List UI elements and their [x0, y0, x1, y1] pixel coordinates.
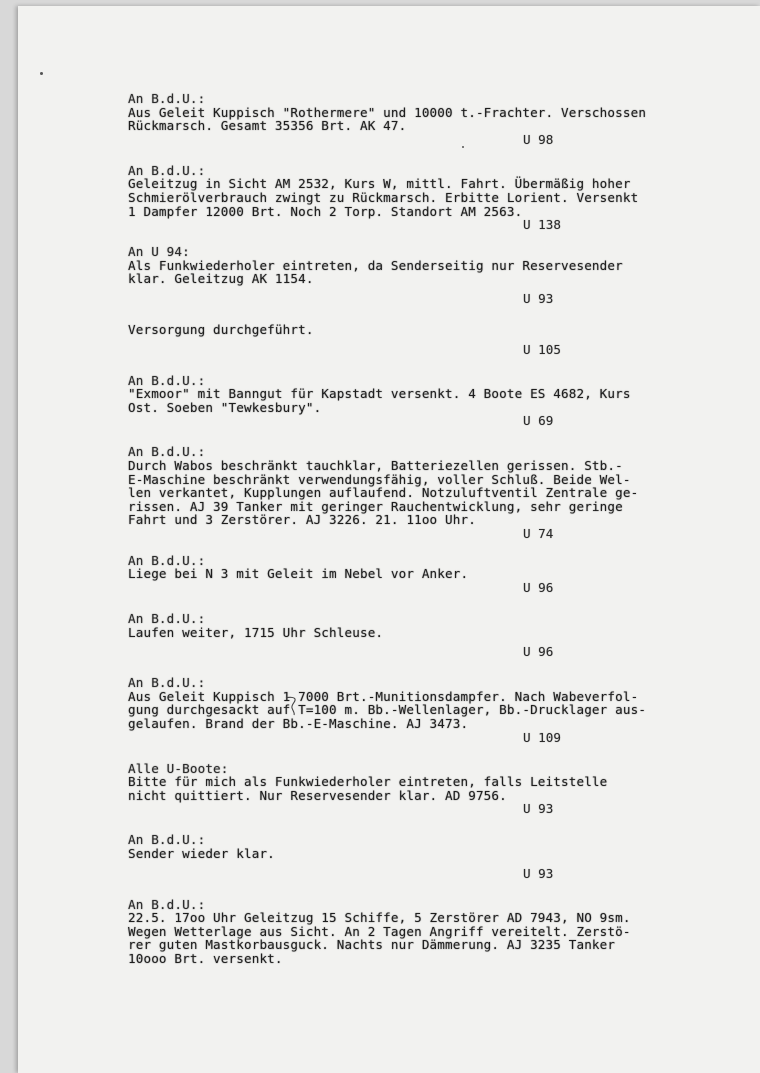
message-signature: U 96 — [523, 644, 554, 660]
message-entry — [128, 445, 753, 541]
message-line: klar. Geleitzug AK 1154. — [128, 271, 314, 287]
message-signature: U 69 — [523, 413, 554, 429]
message-line: gelaufen. Brand der Bb.-E-Maschine. AJ 3473. — [128, 716, 469, 732]
message-address: An B.d.U.: — [128, 611, 206, 627]
message-address: An B.d.U.: — [128, 162, 206, 178]
message-address: An B.d.U.: — [128, 372, 206, 388]
message-list — [128, 92, 753, 983]
message-signature: U 105 — [523, 341, 561, 357]
message-line: Schmierölverbrauch zwingt zu Rückmarsch. Erbitte Lorient. Versenkt — [128, 189, 639, 205]
message-address: An B.d.U.: — [128, 896, 206, 912]
message-entry — [128, 612, 753, 659]
message-address: An B.d.U.: — [128, 91, 206, 106]
message-signature: U 109 — [523, 729, 561, 745]
message-entry — [128, 676, 753, 744]
message-line: Versorgung durchgeführt. — [128, 321, 314, 337]
message-line: len verkantet, Kupplungen auflaufend. Notzuluftventil Zentrale ge- — [128, 485, 639, 501]
message-line: gung durchgesackt auf T=100 m. Bb.-Wellenlager, Bb.-Drucklager aus- — [128, 702, 647, 718]
message-entry — [128, 92, 753, 147]
message-line: Aus Geleit Kuppisch 1 7000 Brt.-Munitionsdampfer. Nach Wabeverfol- — [128, 688, 639, 704]
message-line: "Exmoor" mit Banngut für Kapstadt versenkt. 4 Boote ES 4682, Kurs — [128, 386, 631, 402]
document-page — [18, 6, 760, 1073]
paper-speck — [40, 72, 43, 75]
message-address: An B.d.U.: — [128, 832, 206, 848]
message-entry — [128, 833, 753, 880]
message-signature: U 93 — [523, 290, 554, 306]
message-signature: U 93 — [523, 801, 554, 817]
message-line: 1 Dampfer 12000 Brt. Noch 2 Torp. Standort AM 2563. — [128, 203, 523, 219]
message-entry — [128, 164, 753, 232]
message-line: rer guten Mastkorbausguck. Nachts nur Dämmerung. AJ 3235 Tanker — [128, 937, 616, 953]
message-signature: U 74 — [523, 525, 554, 541]
message-line: 22.5. 17oo Uhr Geleitzug 15 Schiffe, 5 Zerstörer AD 7943, NO 9sm. — [128, 910, 631, 926]
message-line: Aus Geleit Kuppisch "Rothermere" und 10000 t.-Frachter. Verschossen — [128, 104, 647, 120]
message-address: An B.d.U.: — [128, 675, 206, 691]
message-line: Rückmarsch. Gesamt 35356 Brt. AK 47. — [128, 118, 407, 134]
message-line: rissen. AJ 39 Tanker mit geringer Rauchentwicklung, sehr geringe — [128, 498, 623, 514]
pencil-check-mark — [283, 696, 299, 716]
message-line: Wegen Wetterlage aus Sicht. An 2 Tagen Angriff vereitelt. Zerstö- — [128, 923, 631, 939]
message-address: Alle U-Boote: — [128, 760, 229, 776]
message-line: Durch Wabos beschränkt tauchklar, Batteriezellen gerissen. Stb.- — [128, 457, 623, 473]
message-line: Sender wieder klar. — [128, 846, 275, 861]
message-entry — [128, 374, 753, 429]
message-entry — [128, 323, 753, 357]
message-entry — [128, 245, 753, 306]
message-entry — [128, 554, 753, 595]
message-line: Bitte für mich als Funkwiederholer eintreten, falls Leitstelle — [128, 774, 608, 790]
message-address: An B.d.U.: — [128, 444, 206, 460]
message-signature: U 138 — [523, 217, 561, 233]
message-line: E-Maschine beschränkt verwendungsfähig, voller Schluß. Beide Wel- — [128, 471, 631, 487]
message-signature: U 98 — [523, 131, 554, 147]
message-entry — [128, 762, 753, 817]
message-signature: U 96 — [523, 580, 554, 596]
message-line: Fahrt und 3 Zerstörer. AJ 3226. 21. 11oo Uhr. — [128, 512, 476, 528]
message-signature: U 93 — [523, 865, 554, 881]
message-line: Liege bei N 3 mit Geleit im Nebel vor Anker. — [128, 566, 469, 582]
message-address: An U 94: — [128, 244, 190, 260]
message-entry — [128, 898, 753, 966]
message-line: Laufen weiter, 1715 Uhr Schleuse. — [128, 624, 384, 640]
message-line: Geleitzug in Sicht AM 2532, Kurs W, mittl. Fahrt. Übermäßig hoher — [128, 176, 631, 192]
message-address: An B.d.U.: — [128, 552, 206, 568]
message-line: Ost. Soeben "Tewkesbury". — [128, 399, 322, 415]
message-line: nicht quittiert. Nur Reservesender klar. AD 9756. — [128, 787, 507, 803]
message-line: Als Funkwiederholer eintreten, da Senderseitig nur Reservesender — [128, 257, 623, 273]
message-line: 10ooo Brt. versenkt. — [128, 950, 283, 966]
